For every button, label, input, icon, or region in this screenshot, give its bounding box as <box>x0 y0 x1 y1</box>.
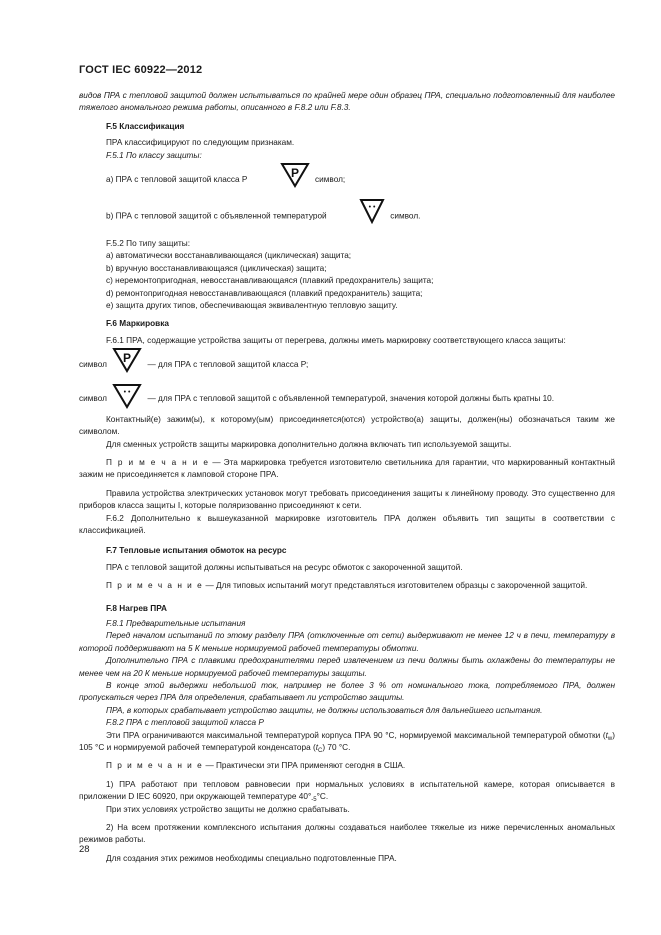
f5-intro: ПРА классифицируют по следующим признакам. <box>106 138 295 148</box>
winding-temp-symbol: t <box>605 730 608 740</box>
f5-item-b-symbol-label: символ. <box>390 211 421 221</box>
f5-item-a-symbol-label: символ; <box>315 175 346 185</box>
capacitor-temp-subscript: C <box>318 748 323 755</box>
f8-p5 <box>79 730 615 755</box>
section-f8-heading: F.8 Нагрев ПРА <box>106 603 167 613</box>
f8-p6-part-a: 1) ПРА работают при тепловом равновесии при нормальных условиях в испытательной камере, которая описывается в приложении D IEC 60920, при окружающей температуре 40° <box>79 779 615 802</box>
section-f5-heading: F.5 Классификация <box>106 121 185 131</box>
winding-temp-subscript: w <box>607 735 613 742</box>
f7-p1: ПРА с тепловой защитой должны испытываться на ресурс обмоток с закороченной защитой. <box>106 562 463 572</box>
f8-p4: ПРА, в которых срабатывает устройство защиты, не должны использоваться для дальнейшего испытания. <box>106 705 543 715</box>
f8-p5-part-a: Эти ПРА ограничиваются максимальной температурой корпуса ПРА 90 °С, нормируемой максимальной температурой обмотки ( <box>106 730 606 740</box>
declared-temp-symbol-icon <box>332 198 385 235</box>
f8-p3: В конце этой выдержки небольшой ток, например не более 3 % от номинального тока, потребляемого ПРА, должен пропускаться через ПРА для определения, срабатывает ли устройство защиты. <box>79 681 615 703</box>
f8-p6-tolerance: -5 <box>311 797 317 804</box>
f6-symbol-1-text: — для ПРА с тепловой защитой класса Р; <box>147 360 309 370</box>
f8-p5-part-b: ) 105 °С и нормируемой рабочей температурой конденсатора ( <box>79 730 615 753</box>
f7-note-text: — Для типовых испытаний могут представляться изготовителем образцы с закороченной защитой. <box>205 581 588 591</box>
section-f6-heading: F.6 Маркировка <box>106 319 169 329</box>
page-number: 28 <box>79 844 90 855</box>
f5-item-b <box>79 198 615 235</box>
f7-note <box>79 580 615 592</box>
section-f7-heading: F.7 Тепловые испытания обмоток на ресурс <box>106 546 287 556</box>
f6-p5: F.6.2 Дополнительно к вышеуказанной маркировке изготовитель ПРА должен объявить тип защиты в соответствии с классификацией. <box>79 513 615 535</box>
f6-note-text: — Эта маркировка требуется изготовителю светильника для гарантии, что маркированный контактный зажим не присоединяется к ламповой стороне ПРА. <box>79 457 615 480</box>
class-p-symbol-letter: P <box>290 166 299 181</box>
f6-symbol-line-2 <box>79 383 615 413</box>
f6-symbol-2-label: символ <box>79 394 107 404</box>
f8-p6 <box>79 779 615 804</box>
f5-item-b-text: b) ПРА с тепловой защитой с объявленной температурой <box>106 211 327 221</box>
f6-p4: Правила устройства электрических установок могут требовать присоединения защиты к линейному проводу. Это существенно для приборов класса защиты I, которые поляризованно присоединяют к сети. <box>79 488 615 511</box>
f5-item-a <box>79 162 615 198</box>
f6-p2: Контактный(е) зажим(ы), к которому(ым) присоединяется(ются) устройство(а) защиты, должен(ны) обозначаться таким же символом. <box>79 414 615 437</box>
f5-sub1: F.5.1 По классу защиты: <box>106 150 202 160</box>
class-p-symbol-icon <box>112 347 142 383</box>
f6-p3: Для сменных устройств защиты маркировка дополнительно должна включать тип используемой защиты. <box>106 439 512 449</box>
f6-note <box>79 457 615 482</box>
declared-temp-symbol-dots: • • <box>123 389 131 397</box>
f6-note-label: П р и м е ч а н и е <box>106 457 210 467</box>
f7-note-label: П р и м е ч а н и е <box>106 581 204 591</box>
f6-p1: F.6.1 ПРА, содержащие устройства защиты от перегрева, должны иметь маркировку соответствующего класса защиты: <box>106 335 566 345</box>
capacitor-temp-symbol: t <box>315 743 318 753</box>
f5-item-a-text: а) ПРА с тепловой защитой класса Р <box>106 175 248 185</box>
f8-p1: Перед началом испытаний по этому разделу ПРА (отключенные от сети) выдерживают не менее 12 ч в печи, температуру в которой поддерживают на 5 К меньше нормируемой рабочей температуры обмотки. <box>79 631 615 653</box>
f8-p9: Для создания этих режимов необходимы специально подготовленные ПРА. <box>106 853 397 863</box>
f5-type-c: с) неремонтопригодная, невосстанавливающаяся (плавкий предохранитель) защита; <box>106 276 434 286</box>
f5-type-b: b) вручную восстанавливающаяся (циклическая) защита; <box>106 263 327 273</box>
f8-p8: 2) На всем протяжении комплексного испытания должны создаваться наиболее тяжелые из ниже перечисленных аномальных режимов работы. <box>79 823 615 845</box>
f6-symbol-line-1 <box>79 347 615 383</box>
f6-symbol-1-label: символ <box>79 360 107 370</box>
f8-note <box>79 760 615 772</box>
f8-p5-part-d: ) 70 °С. <box>322 743 351 753</box>
class-p-symbol-icon <box>253 162 310 198</box>
intro-paragraph: видов ПРА с тепловой защитой должен испытываться по крайней мере один образец ПРА, специально подготовленный для наиболее тяжелого аномального режима работы, описанного в F.8.2 или F.8.3. <box>79 91 615 113</box>
declared-temp-symbol-icon <box>112 383 142 413</box>
f8-sub2: F.8.2 ПРА с тепловой защитой класса Р <box>106 718 264 728</box>
f5-sub2: F.5.2 По типу защиты: <box>106 239 191 249</box>
f5-type-d: d) ремонтопригодная невосстанавливающаяся (плавкий предохранитель) защита; <box>106 288 423 298</box>
f8-p2: Дополнительно ПРА с плавкими предохранителями перед извлечением из печи должны быть охлаждены до температуры не менее чем на 20 К меньше нормируемой рабочей температуры защиты. <box>79 656 615 678</box>
f8-note-text: — Практически эти ПРА применяют сегодня в США. <box>205 761 406 771</box>
f8-p6-part-b: °С. <box>316 792 329 802</box>
document-body <box>79 90 615 865</box>
f8-sub1: F.8.1 Предварительные испытания <box>106 618 246 628</box>
f8-note-label: П р и м е ч а н и е <box>106 761 204 771</box>
f5-type-e: е) защита других типов, обеспечивающая эквивалентную тепловую защиту. <box>106 301 398 311</box>
declared-temp-symbol-dots: • • <box>368 204 376 212</box>
f5-type-a: а) автоматически восстанавливающаяся (циклическая) защита; <box>106 251 352 261</box>
f6-symbol-2-text: — для ПРА с тепловой защитой с объявленной температурой, значения которой должны быть кратны 10. <box>147 394 555 404</box>
f8-p7: При этих условиях устройство защиты не должно срабатывать. <box>106 804 350 814</box>
class-p-symbol-letter: P <box>123 351 132 366</box>
document-header: ГОСТ IEC 60922—2012 <box>79 64 203 76</box>
